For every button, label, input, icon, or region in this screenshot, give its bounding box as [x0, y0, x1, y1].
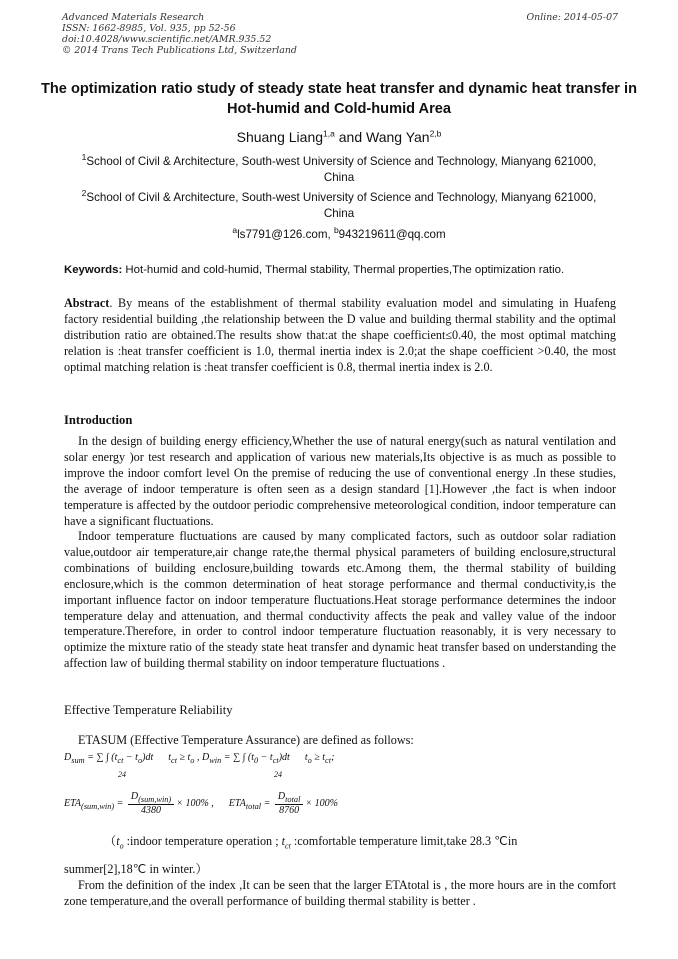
email-address[interactable]: ls7791@126.com, — [237, 228, 334, 241]
eq-symbol: ETA — [228, 797, 246, 809]
eq-condition: ≥ t — [311, 752, 326, 763]
eq-subscript: 0 — [253, 756, 259, 765]
email-superscript: a — [232, 225, 238, 236]
eq-subscript: o — [307, 756, 312, 765]
section-heading-introduction: Introduction — [64, 413, 133, 427]
author-superscript: 2,b — [429, 128, 442, 139]
eq-denominator: 4380 — [141, 805, 162, 816]
eq-operator: = ∑ ∫ (t — [223, 752, 254, 763]
eq-operator: = ∑ ∫ (t — [87, 752, 118, 763]
eq-subscript: o — [137, 756, 143, 765]
affiliation-2 — [70, 190, 608, 222]
eq-operator: )dt — [142, 752, 154, 763]
eq-operator: )dt — [278, 752, 290, 763]
email-address[interactable]: 943219611@qq.com — [338, 228, 446, 241]
equation-eta: $ETA_{(sum,win)}$ = $\frac{D_{(sum,win)}}{4380}$ × 100% , $ETA_{total}$ = $\frac{D_{total}}{8760}$ × 100% — [64, 791, 338, 816]
abstract-label: Abstract — [64, 296, 110, 310]
author-name: Wang Yan — [366, 129, 430, 145]
eta-fraction — [275, 791, 304, 816]
affiliation-text: School of Civil & Architecture, South-west University of Science and Technology, Mianyang 621000, China — [86, 191, 597, 220]
etr-intro: ETASUM (Effective Temperature Assurance) are defined as follows: — [78, 733, 414, 747]
equation-d-sum-win — [64, 752, 616, 765]
etr-note — [64, 834, 616, 854]
eq-numerator: D — [277, 791, 286, 802]
eq-separator: , — [196, 752, 202, 763]
affiliation-text: School of Civil & Architecture, South-west University of Science and Technology, Mianyang 621000, China — [86, 155, 597, 184]
eq-subscript: (sum,win) — [81, 801, 115, 811]
keywords — [64, 262, 616, 278]
eq-subscript: ct — [325, 756, 332, 765]
eq-denominator: 8760 — [279, 805, 300, 816]
journal-copyright: © 2014 Trans Tech Publications Ltd, Switzerland — [62, 45, 297, 56]
eq-operator: − t — [123, 752, 138, 763]
equation-lower-limits — [64, 770, 616, 779]
journal-name: Advanced Materials Research — [62, 12, 205, 23]
eq-subscript: (sum,win) — [138, 795, 172, 804]
intro-paragraph-2: Indoor temperature fluctuations are caused by many complicated factors, such as outdoor solar radiation value,outdoor air temperature,air change rate,the thermal physical parameters of building enclosure,structural combinations of building enclosure,building towards etc.Among them, the thermal stability of building enclosure,which is the common determination of heat storage performance and thermal conductivity,is the important influence factor on indoor temperature fluctuations.Heat storage performance determines the indoor temperature delay and attenuation, and thermal conductivity affects the peak and valley value of the indoor temperature.Therefore, in order to control indoor temperature fluctuation reasonably, it is very necessary to optimize the mixture ratio of the steady state heat transfer and dynamic heat transfer based on understanding the affection law of building thermal stability on indoor temperature fluctuations . — [64, 529, 616, 671]
eq-condition: t — [304, 752, 308, 763]
affiliation-1 — [70, 154, 608, 186]
eq-subscript: total — [285, 795, 301, 804]
keywords-label: Keywords: — [64, 264, 123, 276]
note-symbol: t — [281, 834, 286, 848]
eq-lower-limit: 24 — [274, 770, 282, 779]
affiliation-superscript: 1 — [81, 152, 87, 163]
section-heading-etr: Effective Temperature Reliability — [64, 703, 233, 717]
eq-subscript: ct — [272, 756, 279, 765]
eq-separator: ; — [331, 752, 335, 763]
eta-fraction — [128, 791, 174, 816]
author-line — [40, 128, 638, 146]
abstract-text: . By means of the establishment of thermal stability evaluation model and simulating in Huafeng factory residential building ,the relationship between the D value and building thermal stability and the optimal distribution ratio are obtained.The results show that:at the shape coefficient≤0.40, the most optimal matching relation is :heat transfer coefficient is 1.0, thermal inertia index is 2.0;at the shape coefficient >0.40, the most optimal matching relation is :heat transfer coefficient is 0.8, thermal inertia index is 2.0. — [64, 296, 616, 374]
abstract — [64, 296, 616, 376]
eq-symbol: ETA — [64, 797, 82, 809]
journal-doi: doi:10.4028/www.scientific.net/AMR.935.52 — [62, 34, 272, 45]
intro-paragraph-1: In the design of building energy efficiency,Whether the use of natural energy(such as natural ventilation and solar energy )or test research and application of various new materials,Its objective is as much as possible to improve the indoor comfort level On the premise of reducing the use of conventional energy .In these studies, the average of indoor temperature is often seen as a design standard [1].However ,the fact is when indoor temperature is affected by the outdoor periodic comprehensive meteorological condition, indoor temperature can have a significant fluctuations. — [64, 434, 616, 528]
note-subscript: ct — [285, 841, 291, 851]
online-date: Online: 2014-05-07 — [526, 12, 618, 23]
note-subscript: o — [119, 841, 124, 851]
author-superscript: 1,a — [323, 128, 335, 139]
etr-final-paragraph: From the definition of the index ,It can be seen that the larger ETAtotal is , the more hours are in the comfort zone temperature,and the overall performance of building thermal stability is better . — [64, 878, 616, 908]
keywords-text: Hot-humid and cold-humid, Thermal stability, Thermal properties,The optimization ratio. — [122, 264, 565, 276]
eq-factor: × 100% — [305, 797, 338, 809]
eq-subscript: win — [209, 756, 222, 765]
eq-lower-limit: 24 — [118, 770, 126, 779]
eq-factor: × 100% — [176, 797, 209, 809]
eq-condition: t — [168, 752, 171, 763]
eq-subscript: ct — [117, 756, 124, 765]
eq-numerator: D — [130, 791, 139, 802]
author-name: Shuang Liang — [236, 129, 324, 145]
journal-issn: ISSN: 1662-8985, Vol. 935, pp 52-56 — [62, 23, 236, 34]
eq-subscript: sum — [71, 756, 85, 765]
eq-subscript: ct — [171, 756, 178, 765]
affiliation-superscript: 2 — [81, 188, 87, 199]
email-superscript: b — [333, 225, 339, 236]
note-text: :comfortable temperature limit,take 28.3 ℃in — [290, 834, 518, 848]
etr-note-line-2: summer[2],18℃ in winter.） — [64, 862, 208, 876]
eq-condition: ≥ t — [177, 752, 191, 763]
journal-header — [62, 12, 618, 56]
email-line — [40, 227, 638, 243]
eq-symbol: D — [64, 752, 72, 763]
eq-subscript: total — [245, 801, 262, 811]
author-connector: and — [334, 129, 366, 145]
eq-symbol: D — [201, 752, 210, 763]
eq-separator: , — [211, 797, 214, 809]
note-text: :indoor temperature operation ; — [123, 834, 279, 848]
note-bracket: （ — [104, 834, 117, 848]
eq-subscript: o — [190, 756, 195, 765]
note-symbol: t — [116, 834, 120, 848]
eq-operator: − t — [258, 752, 273, 763]
paper-title: The optimization ratio study of steady state heat transfer and dynamic heat transfer in Hot-humid and Cold-humid Area — [40, 81, 638, 117]
